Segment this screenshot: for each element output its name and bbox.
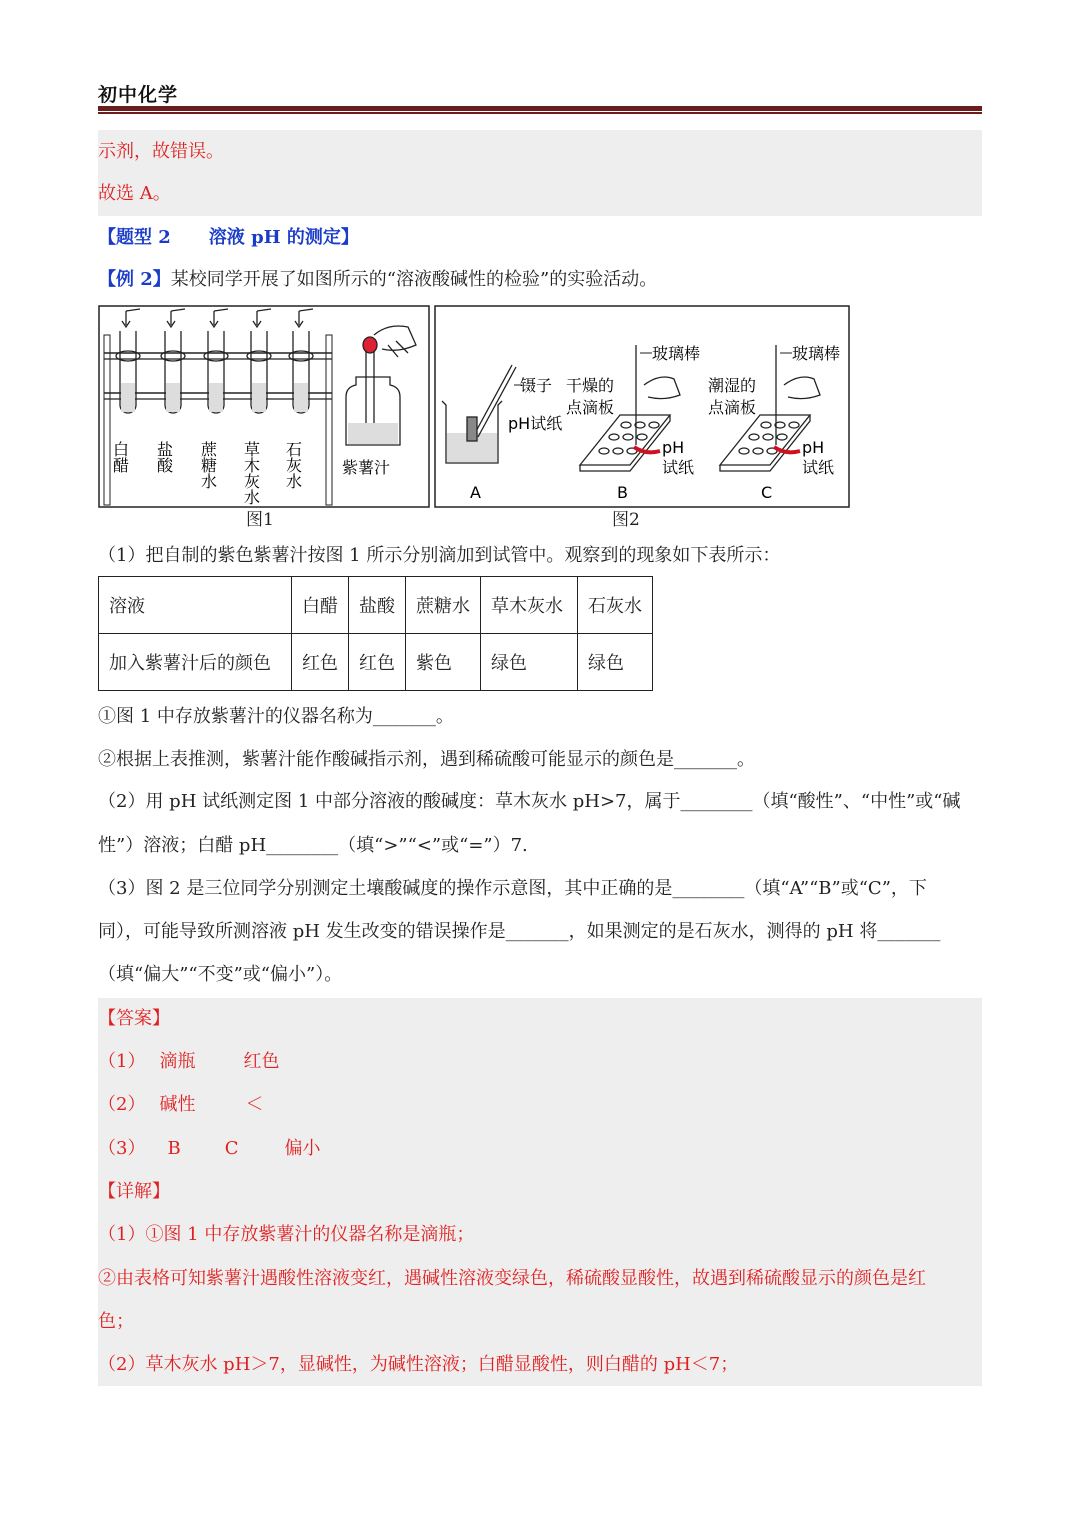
table-cell: 盐酸: [349, 577, 406, 634]
question-3b: 同），可能导致所测溶液 pH 发生改变的错误操作是_______，如果测定的是石灰水，测得的 pH 将_______: [98, 921, 941, 942]
detail-1: （1）①图 1 中存放紫薯汁的仪器名称是滴瓶；: [98, 1224, 475, 1245]
table-cell: 红色: [349, 634, 406, 691]
question-3a: （3）图 2 是三位同学分别测定土壤酸碱度的操作示意图，其中正确的是________（填“A”“B”或“C”，下: [98, 878, 927, 899]
prev-answer-line1: 示剂，故错误。: [98, 141, 224, 162]
header-rule: [98, 106, 982, 111]
rod-label-c: 玻璃棒: [792, 344, 841, 363]
question-2a: （2）用 pH 试纸测定图 1 中部分溶液的酸碱度：草木灰水 pH>7，属于________（填“酸性”、“中性”或“碱: [98, 791, 961, 812]
answer-title: 【答案】: [98, 1008, 170, 1029]
dry-plate-label: 干燥的点滴板: [566, 376, 615, 417]
table-cell: 白醋: [292, 577, 349, 634]
figure-2-caption: 图2: [612, 510, 640, 530]
table-cell: 绿色: [481, 634, 578, 691]
bottle-label: 紫薯汁: [342, 458, 391, 477]
example-text: 某校同学开展了如图所示的“溶液酸碱性的检验”的实验活动。: [170, 269, 658, 290]
tube-label-1: 白醋: [110, 441, 130, 473]
table-row: [99, 634, 653, 691]
page-header: 初中化学: [98, 84, 179, 106]
paper-b-label: pH 试纸: [662, 438, 695, 477]
question-1: （1）把自制的紫色紫薯汁按图 1 所示分别滴加到试管中。观察到的现象如下表所示：: [98, 545, 781, 566]
figure-1: [98, 305, 430, 508]
detail-title: 【详解】: [98, 1181, 170, 1202]
example-tag: 【例 2】: [98, 269, 171, 290]
table-row: [99, 577, 653, 634]
tube-label-5: 石灰水: [283, 441, 303, 489]
answer-2: （2） 碱性 ＜: [98, 1094, 264, 1115]
rod-label-b: 玻璃棒: [652, 344, 701, 363]
example-line: [98, 268, 657, 292]
header-rule-thin: [98, 112, 982, 114]
section-topic: 溶液 pH 的测定】: [208, 227, 359, 248]
question-2b: 性”）溶液；白醋 pH________（填“>”“<”或“=”）7.: [98, 835, 528, 856]
figure-1-caption: 图1: [246, 510, 274, 530]
figure-2: [434, 305, 850, 508]
table-cell: 加入紫薯汁后的颜色: [99, 634, 292, 691]
color-table: [98, 576, 653, 691]
table-cell: 绿色: [578, 634, 653, 691]
answer-3: （3） B C 偏小: [98, 1138, 321, 1159]
section-label: 【题型 2: [98, 227, 171, 248]
paper-a-label: pH试纸: [508, 414, 563, 433]
prev-answer-line2: 故选 A。: [98, 183, 171, 204]
table-cell: 红色: [292, 634, 349, 691]
paper-c-label: pH 试纸: [802, 438, 835, 477]
detail-4: （2）草木灰水 pH＞7，显碱性，为碱性溶液；白醋显酸性，则白醋的 pH＜7；: [98, 1354, 739, 1375]
table-cell: 石灰水: [578, 577, 653, 634]
question-1b: ②根据上表推测，紫薯汁能作酸碱指示剂，遇到稀硫酸可能显示的颜色是_______。: [98, 749, 755, 770]
tweezers-label: 镊子: [520, 376, 553, 395]
table-cell: 蔗糖水: [406, 577, 481, 634]
table-cell: 草木灰水: [481, 577, 578, 634]
detail-2: ②由表格可知紫薯汁遇酸性溶液变红，遇碱性溶液变绿色，稀硫酸显酸性，故遇到稀硫酸显示的颜色是红: [98, 1268, 926, 1289]
tube-label-2: 盐酸: [154, 441, 174, 473]
wet-plate-label: 潮湿的点滴板: [708, 376, 757, 417]
question-3c: （填“偏大”“不变”或“偏小”）。: [98, 964, 343, 985]
question-1a: ①图 1 中存放紫薯汁的仪器名称为_______。: [98, 706, 454, 727]
label-c: C: [761, 483, 773, 502]
prev-answer-box: [98, 130, 982, 216]
section-heading: [98, 226, 359, 250]
table-cell: 紫色: [406, 634, 481, 691]
table-cell: 溶液: [99, 577, 292, 634]
answer-1: （1） 滴瓶 红色: [98, 1051, 280, 1072]
tube-label-3: 蔗糖水: [198, 441, 218, 489]
tube-label-4: 草木灰水: [241, 441, 261, 505]
detail-3: 色；: [98, 1311, 134, 1332]
label-b: B: [617, 483, 628, 502]
label-a: A: [470, 483, 481, 502]
